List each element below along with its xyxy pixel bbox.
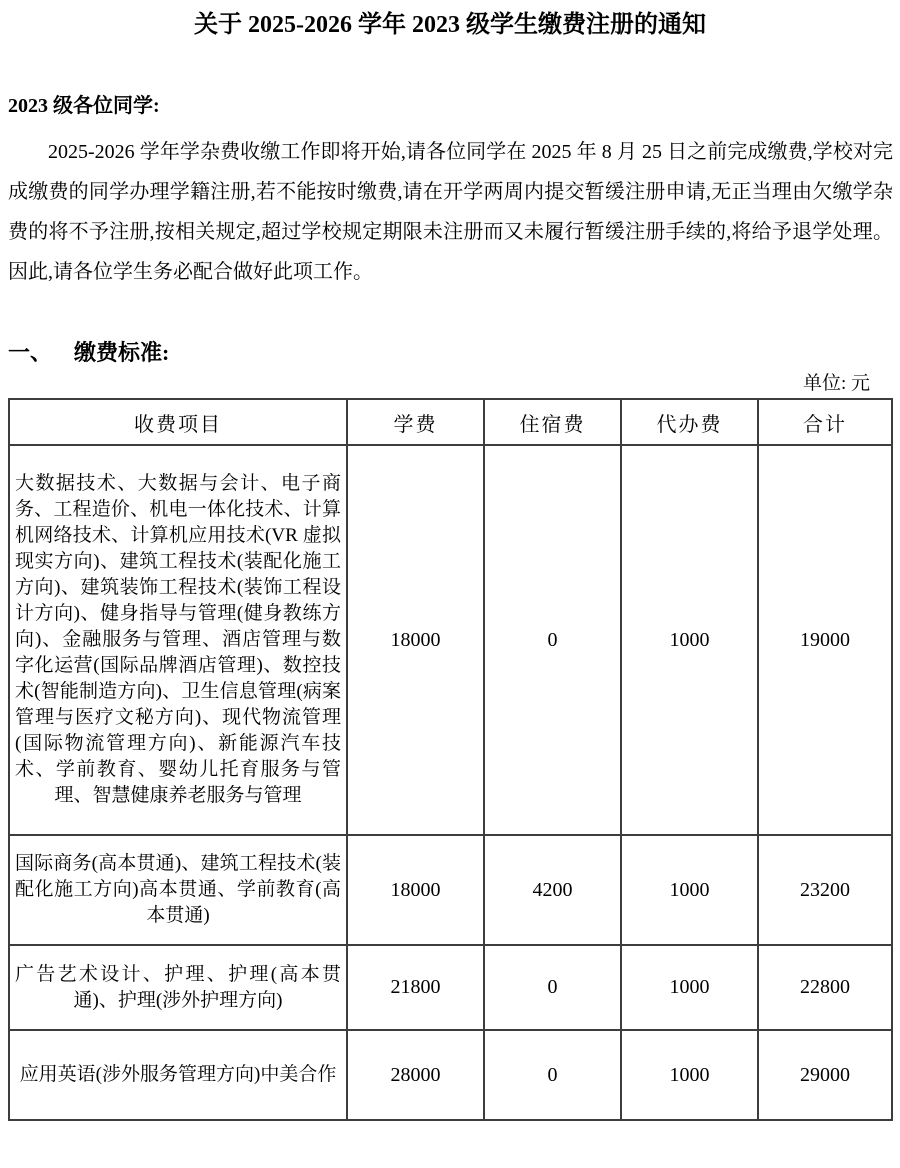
total-cell: 19000 bbox=[758, 445, 892, 835]
table-row bbox=[9, 445, 892, 835]
body-paragraph: 2025-2026 学年学杂费收缴工作即将开始,请各位同学在 2025 年 8 月 25 日之前完成缴费,学校对完成缴费的同学办理学籍注册,若不能按时缴费,请在开学两周内提交暂缓注册申请,无正当理由欠缴学杂费的将不予注册,按相关规定,超过学校规定期限未注册而又未履行暂缓注册手续的,将给予退学处理。因此,请各位学生务必配合做好此项工作。 bbox=[8, 141, 893, 283]
fee-table bbox=[8, 398, 893, 1121]
fee-item-cell: 国际商务(高本贯通)、建筑工程技术(装配化施工方向)高本贯通、学前教育(高本贯通) bbox=[9, 835, 347, 945]
tuition-cell: 28000 bbox=[347, 1030, 484, 1120]
agency-cell: 1000 bbox=[621, 1030, 758, 1120]
document-title: 关于 2025-2026 学年 2023 级学生缴费注册的通知 bbox=[194, 12, 706, 38]
column-header-total: 合计 bbox=[758, 399, 892, 445]
total-cell: 29000 bbox=[758, 1030, 892, 1120]
agency-cell: 1000 bbox=[621, 445, 758, 835]
section-label: 缴费标准: bbox=[74, 340, 170, 365]
agency-cell: 1000 bbox=[621, 945, 758, 1030]
section-number: 一、 bbox=[8, 340, 53, 365]
section-heading bbox=[8, 338, 892, 368]
total-cell: 22800 bbox=[758, 945, 892, 1030]
accommodation-cell: 0 bbox=[484, 1030, 621, 1120]
header-row bbox=[9, 399, 892, 445]
table-row bbox=[9, 835, 892, 945]
agency-cell: 1000 bbox=[621, 835, 758, 945]
tuition-cell: 18000 bbox=[347, 445, 484, 835]
table-row bbox=[9, 1030, 892, 1120]
column-header-agency: 代办费 bbox=[621, 399, 758, 445]
unit-label: 单位: 元 bbox=[802, 373, 870, 394]
tuition-cell: 21800 bbox=[347, 945, 484, 1030]
fee-item-cell: 应用英语(涉外服务管理方向)中美合作 bbox=[9, 1030, 347, 1120]
column-header-accommodation: 住宿费 bbox=[484, 399, 621, 445]
column-header-tuition: 学费 bbox=[347, 399, 484, 445]
table-row bbox=[9, 945, 892, 1030]
salutation: 2023 级各位同学: bbox=[8, 95, 160, 117]
accommodation-cell: 4200 bbox=[484, 835, 621, 945]
fee-item-cell: 广告艺术设计、护理、护理(高本贯通)、护理(涉外护理方向) bbox=[9, 945, 347, 1030]
fee-item-cell: 大数据技术、大数据与会计、电子商务、工程造价、机电一体化技术、计算机网络技术、计算机应用技术(VR 虚拟现实方向)、建筑工程技术(装配化施工方向)、建筑装饰工程技术(装饰工程设计方向)、健身指导与管理(健身教练方向)、金融服务与管理、酒店管理与数字化运营(国际品牌酒店管理)、数控技术(智能制造方向)、卫生信息管理(病案管理与医疗文秘方向)、现代物流管理(国际物流管理方向)、新能源汽车技术、学前教育、婴幼儿托育服务与管理、智慧健康养老服务与管理 bbox=[9, 445, 347, 835]
accommodation-cell: 0 bbox=[484, 945, 621, 1030]
accommodation-cell: 0 bbox=[484, 445, 621, 835]
total-cell: 23200 bbox=[758, 835, 892, 945]
column-header-item: 收费项目 bbox=[9, 399, 347, 445]
tuition-cell: 18000 bbox=[347, 835, 484, 945]
